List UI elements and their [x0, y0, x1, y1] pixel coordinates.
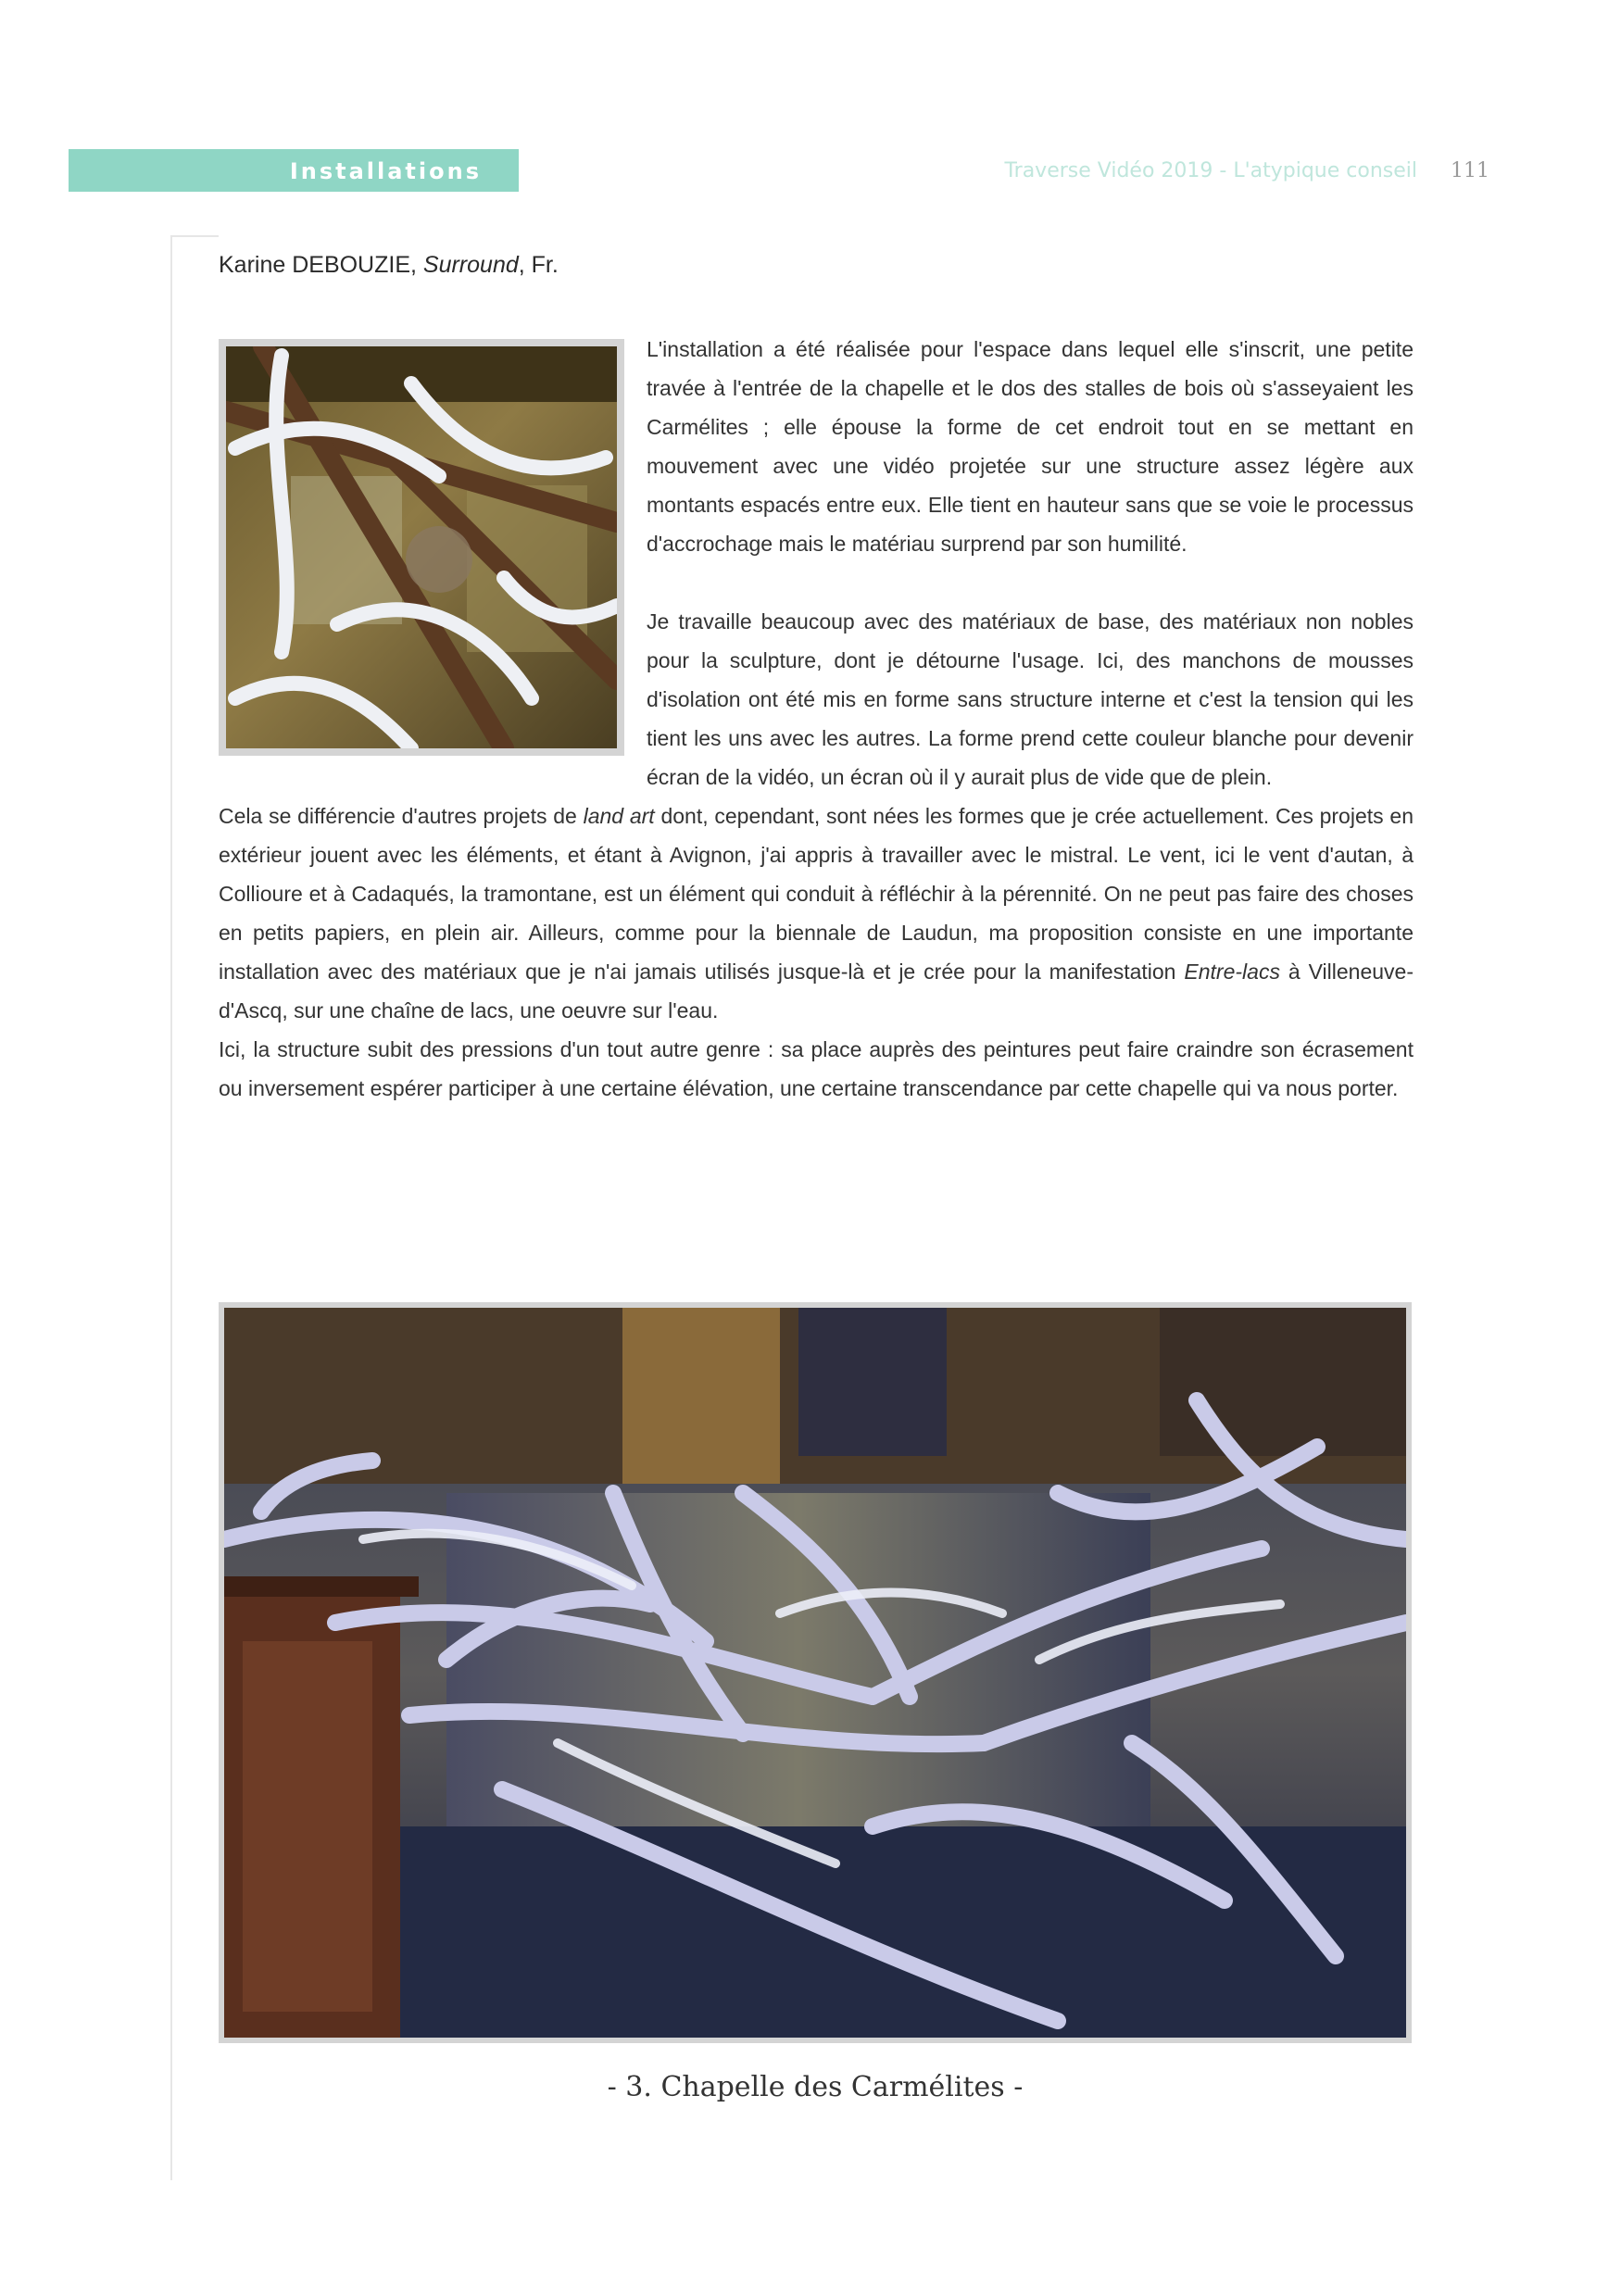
installation-photo-chapel: [219, 1302, 1412, 2043]
author-name: Karine DEBOUZIE,: [219, 252, 423, 278]
paragraph-3-emphasis-1: land art: [583, 804, 655, 828]
section-label: Installations: [289, 158, 482, 184]
paragraph-3-part-a: Cela se différencie d'autres projets de: [219, 804, 584, 828]
section-band: [69, 149, 519, 192]
author-byline: [219, 252, 559, 279]
paragraph-3-emphasis-2: Entre-lacs: [1184, 960, 1280, 984]
author-country: , Fr.: [518, 252, 559, 278]
installation-photo-detail: [219, 339, 624, 756]
margin-rule: [170, 235, 172, 2180]
margin-tick: [170, 235, 219, 237]
paragraph-1: L'installation a été réalisée pour l'espace dans lequel elle s'inscrit, une petite travée à l'entrée de la chapelle et le dos des stalles de bois où s'asseyaient les Carmélites ; elle épouse la forme de cet endroit tout en se mettant en mouvement avec une vidéo projetée sur une structure assez légère aux montants espacés entre eux. Elle tient en hauteur sans que se voie le processus d'accrochage mais le matériau surprend par son humilité.: [647, 337, 1414, 556]
page-number: 111: [1451, 159, 1489, 182]
paragraph-2: Je travaille beaucoup avec des matériaux de base, des matériaux non nobles pour la sculpture, dont je détourne l'usage. Ici, des manchons de mousses d'isolation ont été mis en forme sans structure interne et c'est la tension qui les tient les uns avec les autres. La forme prend cette couleur blanche pour devenir écran de la vidéo, un écran où il y aurait plus de vide que de plein.: [647, 609, 1414, 789]
figure-caption: - 3. Chapelle des Carmélites -: [607, 2071, 1024, 2103]
paragraph-3-part-c: à Villeneuve-d'Ascq, sur une chaîne de lacs, une oeuvre sur l'eau.: [219, 960, 1414, 1023]
work-title: Surround: [422, 252, 519, 278]
paragraph-4: Ici, la structure subit des pressions d'un tout autre genre : sa place auprès des peintures peut faire craindre son écrasement ou inversement espérer participer à une certaine élévation, une certaine transcendance par cette chapelle qui va nous porter.: [219, 1037, 1414, 1100]
paragraph-3: [219, 797, 1414, 1030]
running-title: Traverse Vidéo 2019 - L'atypique conseil: [1004, 159, 1417, 182]
paragraph-3-part-b: dont, cependant, sont nées les formes que je crée actuellement. Ces projets en extérieur jouent avec les éléments, et étant à Avignon, j'ai appris à travailler avec le mistral. Le vent, ici le vent d'autan, à Collioure et à Cadaqués, la tramontane, est un élément qui conduit à réfléchir à la pérennité. On ne peut pas faire des choses en petits papiers, en plein air. Ailleurs, comme pour la biennale de Laudun, ma proposition consiste en une importante installation avec des matériaux que je n'ai jamais utilisés jusque-là et je crée pour la manifestation: [219, 804, 1414, 984]
